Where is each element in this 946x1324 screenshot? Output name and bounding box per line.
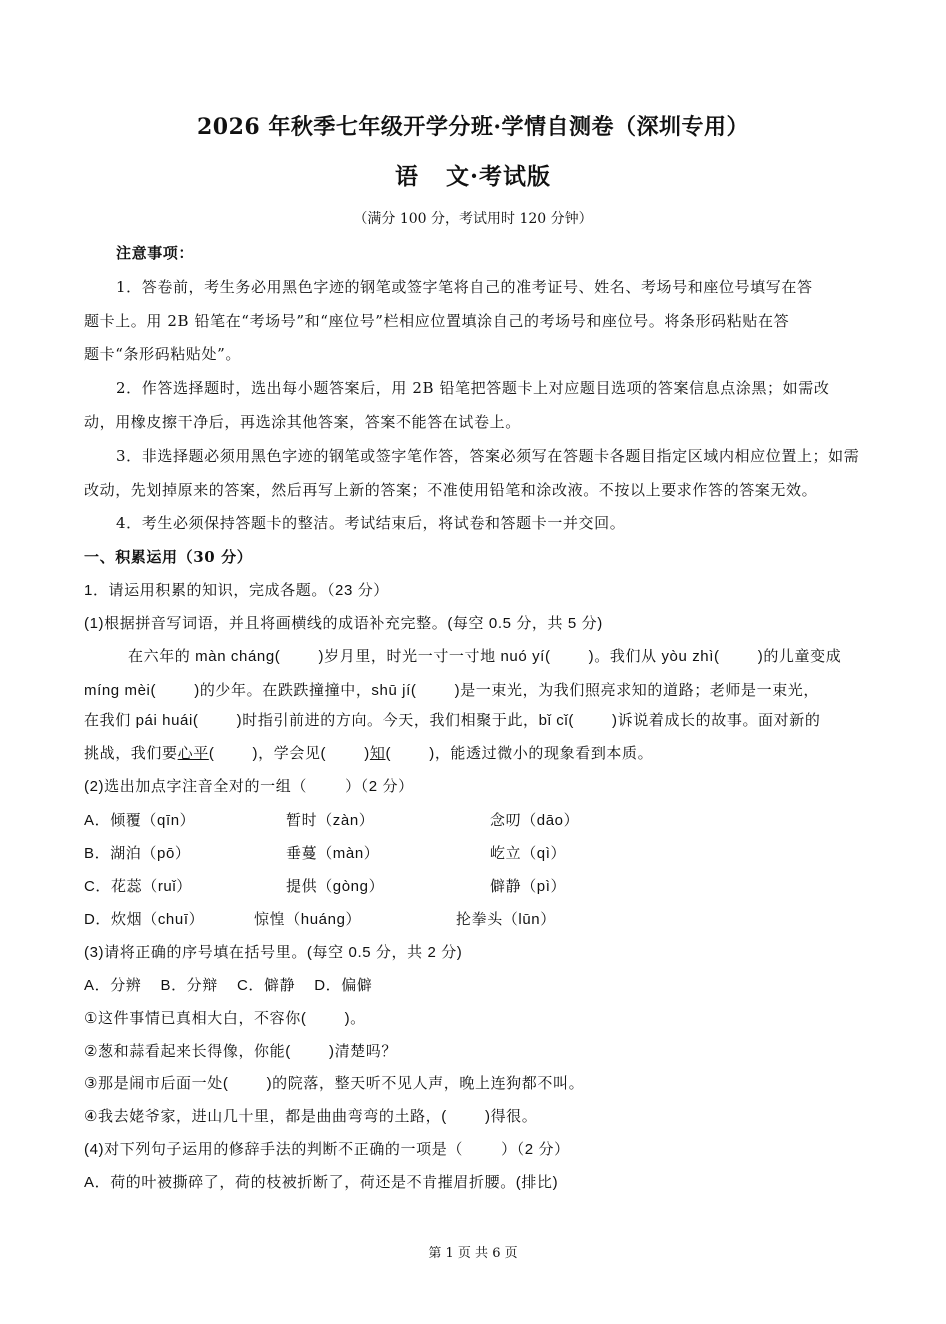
exam-title: 2026 年秋季七年级开学分班·学情自测卷（深圳专用） bbox=[196, 114, 750, 140]
page-footer: 第 1 页 共 6 页 bbox=[428, 1246, 518, 1261]
option-d-word2: 惊惶（huáng） bbox=[254, 911, 362, 928]
passage-line-4: 挑战，我们要心平( )，学会见( )知( )，能透过微小的现象看到本质。 bbox=[84, 745, 654, 762]
notice-line: 动，用橡皮擦干净后，再选涂其他答案，答案不能答在试卷上。 bbox=[84, 413, 521, 431]
passage-line: 在六年的 màn cháng( )岁月里，时光一寸一寸地 nuó yí( )。我们从 yòu zhì( )的儿童变成 bbox=[128, 648, 842, 665]
option-c: C．花蕊（ruǐ） bbox=[84, 878, 192, 895]
option-b-word3: 屹立（qì） bbox=[490, 845, 567, 862]
option-c-word2: 提供（gòng） bbox=[286, 878, 385, 895]
option-d-word3: 抡拳头（lūn） bbox=[456, 911, 556, 928]
underlined-idiom-part: 心平 bbox=[177, 745, 209, 762]
notice-line: 题卡“条形码粘贴处”。 bbox=[84, 345, 241, 363]
question-1-4-option-a: A．荷的叶被撕碎了，荷的枝被折断了，荷还是不肯摧眉折腰。(排比) bbox=[84, 1174, 559, 1191]
question-1-2: (2)选出加点字注音全对的一组（ ）（2 分） bbox=[84, 778, 414, 795]
option-a: A．倾覆（qīn） bbox=[84, 812, 196, 829]
underlined-idiom-part: 知 bbox=[369, 745, 386, 762]
passage-line: 在我们 pái huái( )时指引前进的方向。今天，我们相聚于此，bǐ cǐ( )诉说着成长的故事。面对新的 bbox=[84, 712, 821, 729]
fill-item: ④我去姥爷家，进山几十里，都是曲曲弯弯的土路，( )得很。 bbox=[84, 1108, 538, 1125]
question-1-1: (1)根据拼音写词语，并且将画横线的成语补充完整。(每空 0.5 分，共 5 分) bbox=[84, 615, 603, 632]
notice-line: 3．非选择题必须用黑色字迹的钢笔或签字笔作答，答案必须写在答题卡各题目指定区域内相应位置上；如需 bbox=[116, 447, 860, 465]
fill-item: ①这件事情已真相大白，不容你( )。 bbox=[84, 1010, 366, 1027]
exam-subtitle: 语 文·考试版 bbox=[394, 163, 552, 190]
option-b-word2: 垂蔓（màn） bbox=[286, 845, 380, 862]
option-a-word3: 念叨（dāo） bbox=[490, 812, 580, 829]
word-choices: A．分辨 B．分辩 C．僻静 D．偏僻 bbox=[84, 977, 373, 994]
option-a-word2: 暂时（zàn） bbox=[286, 812, 375, 829]
notice-heading: 注意事项： bbox=[116, 244, 195, 262]
fill-item: ②葱和蒜看起来长得像，你能( )清楚吗？ bbox=[84, 1043, 397, 1060]
passage-line: míng mèi( )的少年。在跌跌撞撞中，shū jí( )是一束光，为我们照亮求知的道路；老师是一束光， bbox=[84, 682, 819, 699]
notice-line: 1．答卷前，考生务必用黑色字迹的钢笔或签字笔将自己的准考证号、姓名、考场号和座位号填写在答 bbox=[116, 278, 813, 296]
notice-line: 题卡上。用 2B 铅笔在“考场号”和“座位号”栏相应位置填涂自己的考场号和座位号。将条形码粘贴在答 bbox=[84, 312, 790, 330]
option-c-word3: 僻静（pì） bbox=[490, 878, 567, 895]
option-d: D．炊烟（chuī） bbox=[84, 911, 205, 928]
question-1-4: (4)对下列句子运用的修辞手法的判断不正确的一项是（ ）（2 分） bbox=[84, 1141, 570, 1158]
fill-item: ③那是闹市后面一处( )的院落，整天听不见人声，晚上连狗都不叫。 bbox=[84, 1075, 585, 1092]
score-info: （满分 100 分，考试用时 120 分钟） bbox=[353, 211, 593, 227]
question-1: 1．请运用积累的知识，完成各题。（23 分） bbox=[84, 582, 389, 599]
notice-line: 4．考生必须保持答题卡的整洁。考试结束后，将试卷和答题卡一并交回。 bbox=[116, 514, 626, 532]
notice-line: 改动，先划掉原来的答案，然后再写上新的答案；不准使用铅笔和涂改液。不按以上要求作答的答案无效。 bbox=[84, 481, 818, 499]
option-b: B．湖泊（pō） bbox=[84, 845, 191, 862]
section-heading: 一、积累运用（30 分） bbox=[84, 548, 253, 566]
notice-line: 2．作答选择题时，选出每小题答案后，用 2B 铅笔把答题卡上对应题目选项的答案信息点涂黑；如需改 bbox=[116, 379, 830, 397]
question-1-3: (3)请将正确的序号填在括号里。(每空 0.5 分，共 2 分) bbox=[84, 944, 463, 961]
